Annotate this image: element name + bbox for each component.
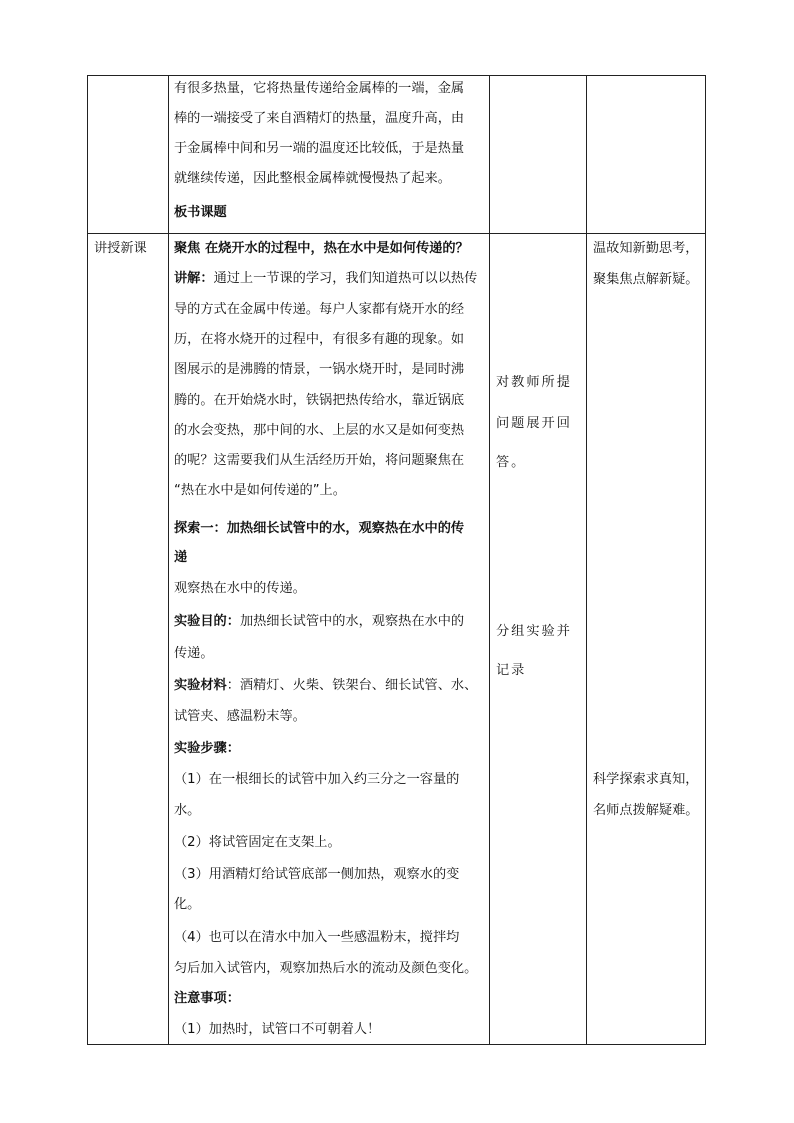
- board-heading: 板书课题: [174, 205, 227, 220]
- column-divider: [168, 76, 169, 1044]
- content-line: 腾的。在开始烧水时，铁锅把热传给水，靠近锅底: [174, 393, 465, 408]
- materials-text: ：酒精灯、火柴、铁架台、细长试管、水、: [226, 678, 478, 693]
- materials-line: [174, 677, 477, 695]
- design-intent-line: 科学探索求真知，: [593, 772, 699, 787]
- lecture-line: [174, 270, 477, 288]
- content-line: 的水会变热，那中间的水、上层的水又是如何变热: [174, 423, 465, 438]
- content-line: 导的方式在金属中传递。每户人家都有烧开水的经: [174, 302, 465, 317]
- step-line: （2）将试管固定在支架上。: [174, 835, 341, 850]
- stage-label: 讲授新课: [94, 241, 147, 256]
- content-line: 试管夹、感温粉末等。: [174, 709, 306, 724]
- step-line: 化。: [174, 897, 201, 912]
- lecture-text: 通过上一节课的学习，我们知道热可以以热传: [213, 271, 478, 286]
- focus-text: 在烧开水的过程中，热在水中是如何传递的？: [200, 241, 469, 256]
- note-line: （1）加热时，试管口不可朝着人！: [174, 1022, 381, 1037]
- student-activity-line: 答。: [496, 455, 527, 470]
- row-divider: [88, 233, 705, 234]
- purpose-label: 实验目的：: [174, 614, 240, 629]
- step-line: 匀后加入试管内，观察加热后水的流动及颜色变化。: [174, 961, 478, 976]
- purpose-text: 加热细长试管中的水，观察热在水中的: [239, 614, 465, 629]
- content-line: 有很多热量，它将热量传递给金属棒的一端，金属: [174, 81, 465, 96]
- design-intent-line: 温故知新勤思考，: [593, 241, 699, 256]
- focus-line: [174, 240, 469, 258]
- content-line: 就继续传递，因此整根金属棒就慢慢热了起来。: [174, 171, 451, 186]
- step-line: 水。: [174, 803, 201, 818]
- explore-heading: 探索一：加热细长试管中的水，观察热在水中的传: [174, 521, 465, 536]
- content-line: 的呢？这需要我们从生活经历开始，将问题聚焦在: [174, 453, 465, 468]
- step-line: （4）也可以在清水中加入一些感温粉末，搅拌均: [174, 930, 460, 945]
- content-line: 棒的一端接受了来自酒精灯的热量，温度升高，由: [174, 111, 465, 126]
- column-divider: [586, 76, 587, 1044]
- explore-heading: 递: [174, 550, 188, 565]
- content-line: 观察热在水中的传递。: [174, 581, 306, 596]
- column-divider: [489, 76, 490, 1044]
- content-line: 图展示的是沸腾的情景，一锅水烧开时，是同时沸: [174, 362, 465, 377]
- design-intent-line: 聚集焦点解新疑。: [593, 272, 699, 287]
- content-line: 于金属棒中间和另一端的温度还比较低，于是热量: [174, 141, 465, 156]
- step-line: （3）用酒精灯给试管底部一侧加热，观察水的变: [174, 867, 460, 882]
- design-intent-line: 名师点拨解疑难。: [593, 803, 699, 818]
- content-line: 历，在将水烧开的过程中，有很多有趣的现象。如: [174, 332, 465, 347]
- lecture-label: 讲解：: [174, 271, 214, 286]
- step-line: （1）在一根细长的试管中加入约三分之一容量的: [174, 772, 460, 787]
- notes-heading: 注意事项：: [174, 991, 240, 1006]
- focus-label: 聚焦: [174, 241, 201, 256]
- purpose-line: [174, 613, 464, 631]
- student-activity-line: 问题展开回: [496, 416, 572, 431]
- content-line: 传递。: [174, 646, 214, 661]
- content-line: “热在水中是如何传递的”上。: [174, 483, 346, 498]
- student-activity-line: 分组实验并: [496, 624, 572, 639]
- steps-heading: 实验步骤：: [174, 741, 240, 756]
- materials-label: 实验材料: [174, 678, 227, 693]
- student-activity-line: 记录: [496, 663, 527, 678]
- student-activity-line: 对教师所提: [496, 375, 572, 390]
